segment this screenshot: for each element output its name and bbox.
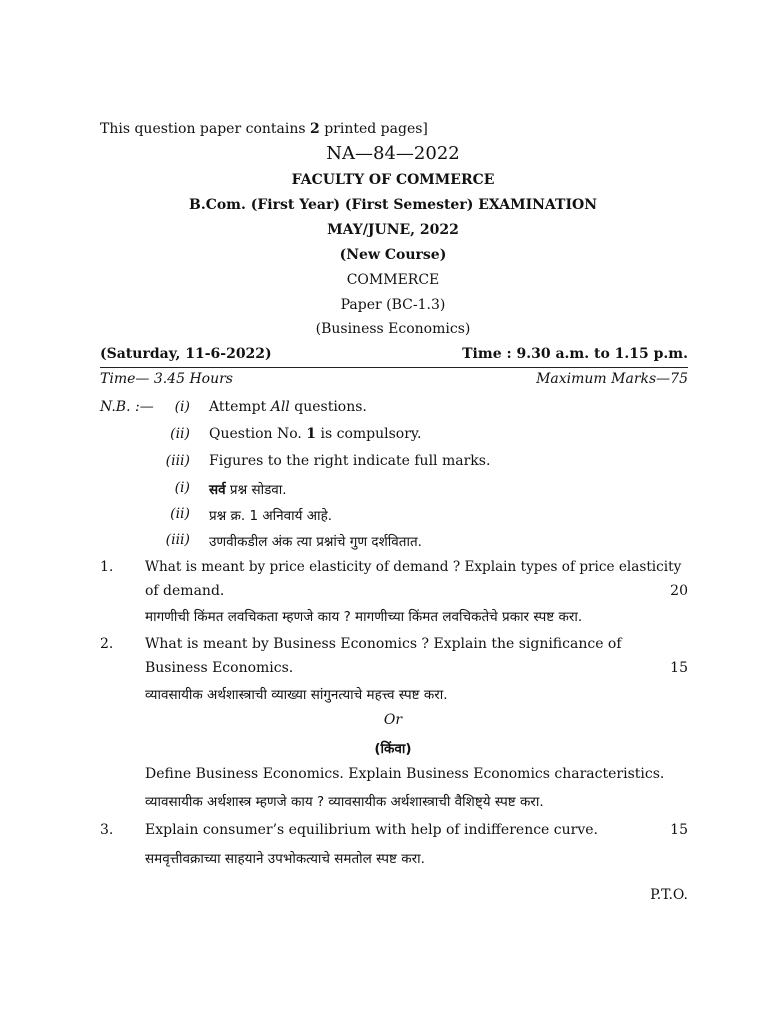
instruction-number: (ii) — [170, 506, 190, 522]
instruction-text: Question No. 1 is compulsory. — [209, 426, 422, 442]
instruction-number: (iii) — [165, 453, 190, 469]
question-text-marathi: व्यावसायीक अर्थशास्त्राची व्याख्या सांगुनत्याचे महत्त्व स्पष्ट करा. — [145, 687, 448, 703]
paper-title: (Business Economics) — [315, 321, 471, 337]
instruction-text-marathi: प्रश्न क्र. 1 अनिवार्य आहे. — [209, 508, 333, 524]
instruction-number: (i) — [174, 399, 190, 415]
exam-title: B.Com. (First Year) (First Semester) EXAMINATION — [188, 197, 597, 213]
paper-code: NA—84—2022 — [326, 143, 460, 164]
pages-note: This question paper contains 2 printed pages] — [100, 121, 428, 137]
exam-date: (Saturday, 11-6-2022) — [100, 346, 272, 362]
instruction-number: (i) — [174, 480, 190, 496]
instruction-text: Figures to the right indicate full marks. — [209, 453, 491, 469]
question-marks: 20 — [670, 583, 688, 599]
question-text: Explain consumer’s equilibrium with help of indifference curve. — [145, 822, 598, 838]
instruction-number: (ii) — [170, 426, 190, 442]
maximum-marks: Maximum Marks—75 — [536, 371, 688, 387]
instruction-number: (iii) — [165, 532, 190, 548]
question-number: 2. — [100, 636, 114, 652]
exam-time-slot: Time : 9.30 a.m. to 1.15 p.m. — [462, 346, 688, 362]
nb-label: N.B. :— — [100, 399, 154, 415]
header-divider — [100, 367, 688, 368]
question-text: of demand. — [145, 583, 225, 599]
instruction-text-marathi: उणवीकडील अंक त्या प्रश्नांचे गुण दर्शवितात. — [209, 534, 422, 550]
question-text: Business Economics. — [145, 660, 294, 676]
exam-session: MAY/JUNE, 2022 — [327, 222, 459, 238]
paper-number: Paper (BC-1.3) — [340, 297, 446, 313]
exam-duration: Time— 3.45 Hours — [100, 371, 233, 387]
question-text: What is meant by Business Economics ? Explain the significance of — [145, 636, 622, 652]
faculty-title: FACULTY OF COMMERCE — [291, 172, 495, 188]
question-number: 1. — [100, 559, 114, 575]
question-marks: 15 — [670, 660, 688, 676]
or-divider: Or — [383, 712, 403, 728]
question-text-marathi: मागणीची किंमत लवचिकता म्हणजे काय ? मागणीच्या किंमत लवचिकतेचे प्रकार स्पष्ट करा. — [145, 609, 583, 625]
question-text: What is meant by price elasticity of demand ? Explain types of price elasticity — [145, 559, 682, 575]
instruction-text-marathi: सर्व प्रश्न सोडवा. — [209, 482, 287, 498]
please-turn-over: P.T.O. — [650, 887, 688, 903]
question-marks: 15 — [670, 822, 688, 838]
subject-name: COMMERCE — [346, 272, 440, 288]
question-number: 3. — [100, 822, 114, 838]
or-divider-marathi: (किंवा) — [374, 741, 412, 757]
question-text-marathi: समवृत्तीवक्राच्या साहयाने उपभोकत्याचे समतोल स्पष्ट करा. — [145, 851, 425, 867]
instruction-text: Attempt All questions. — [209, 399, 367, 415]
question-alt-text-marathi: व्यावसायीक अर्थशास्त्र म्हणजे काय ? व्यावसायीक अर्थशास्त्राची वैशिष्ट्ये स्पष्ट करा. — [145, 794, 544, 810]
course-type: (New Course) — [339, 247, 447, 263]
question-alt-text: Define Business Economics. Explain Business Economics characteristics. — [145, 766, 665, 782]
